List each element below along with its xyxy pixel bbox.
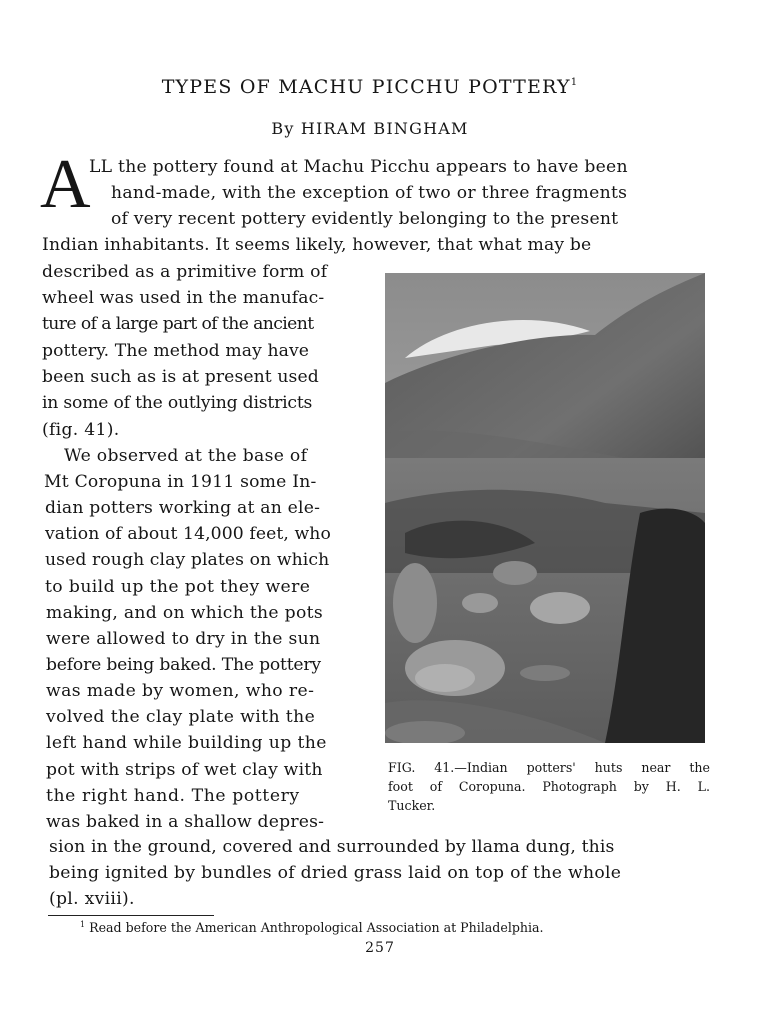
text-line: being ignited by bundles of dried grass laid on top of the whole: [49, 863, 622, 883]
text-line: pottery. The method may have: [42, 341, 310, 361]
text-line: vation of about 14,000 feet, who: [45, 524, 331, 544]
caption-line: FIG. 41.—Indian potters' huts near the: [388, 760, 710, 775]
mountain-landscape-image: [385, 273, 705, 743]
text-line: making, and on which the pots: [46, 603, 323, 623]
text-line: described as a primitive form of: [42, 262, 328, 282]
text-line: (pl. xviii).: [49, 889, 135, 909]
text-line: in some of the outlying districts: [42, 393, 313, 413]
byline: By HIRAM BINGHAM: [271, 119, 469, 138]
text-line: dian potters working at an ele-: [45, 498, 321, 518]
text-line: (fig. 41).: [42, 420, 120, 440]
text-line: to build up the pot they were: [45, 577, 311, 597]
text-line: the right hand. The pottery: [46, 786, 300, 806]
text-line: was baked in a shallow depres-: [46, 812, 325, 832]
figure-caption: [388, 758, 710, 815]
article-title: TYPES OF MACHU PICCHU POTTERY$^1$: [161, 76, 579, 98]
drop-cap: A: [40, 146, 91, 223]
footnote: [80, 920, 544, 935]
text-line: been such as is at present used: [42, 367, 319, 387]
footnote-number: 1: [80, 920, 86, 929]
figure-photograph: [385, 273, 705, 743]
text-line: volved the clay plate with the: [46, 707, 316, 727]
text-line: were allowed to dry in the sun: [46, 629, 321, 649]
text-line: of very recent pottery evidently belonging to the present: [111, 209, 619, 229]
caption-line: foot of Coropuna. Photograph by H. L.: [388, 779, 710, 794]
text-line: LL the pottery found at Machu Picchu appears to have been: [89, 157, 628, 177]
caption-line: Tucker.: [388, 798, 436, 813]
footnote-rule: [48, 915, 214, 916]
text-line: left hand while building up the: [46, 733, 327, 753]
footnote-text: Read before the American Anthropological Association at Philadelphia.: [89, 920, 544, 936]
text-line: before being baked. The pottery: [46, 655, 321, 675]
text-line: We observed at the base of: [64, 446, 308, 466]
page-number: 257: [365, 940, 395, 956]
text-line: wheel was used in the manufac-: [42, 288, 325, 308]
text-line: used rough clay plates on which: [45, 550, 330, 570]
text-line: Indian inhabitants. It seems likely, however, that what may be: [42, 235, 592, 255]
text-line: pot with strips of wet clay with: [46, 760, 323, 780]
text-line: ture of a large part of the ancient: [42, 314, 314, 334]
text-line: Mt Coropuna in 1911 some In-: [44, 472, 317, 492]
text-line: was made by women, who re-: [46, 681, 315, 701]
footnote-marker: 1: [570, 77, 579, 88]
text-line: hand-made, with the exception of two or three fragments: [111, 183, 628, 203]
text-line: sion in the ground, covered and surrounded by llama dung, this: [49, 837, 615, 857]
